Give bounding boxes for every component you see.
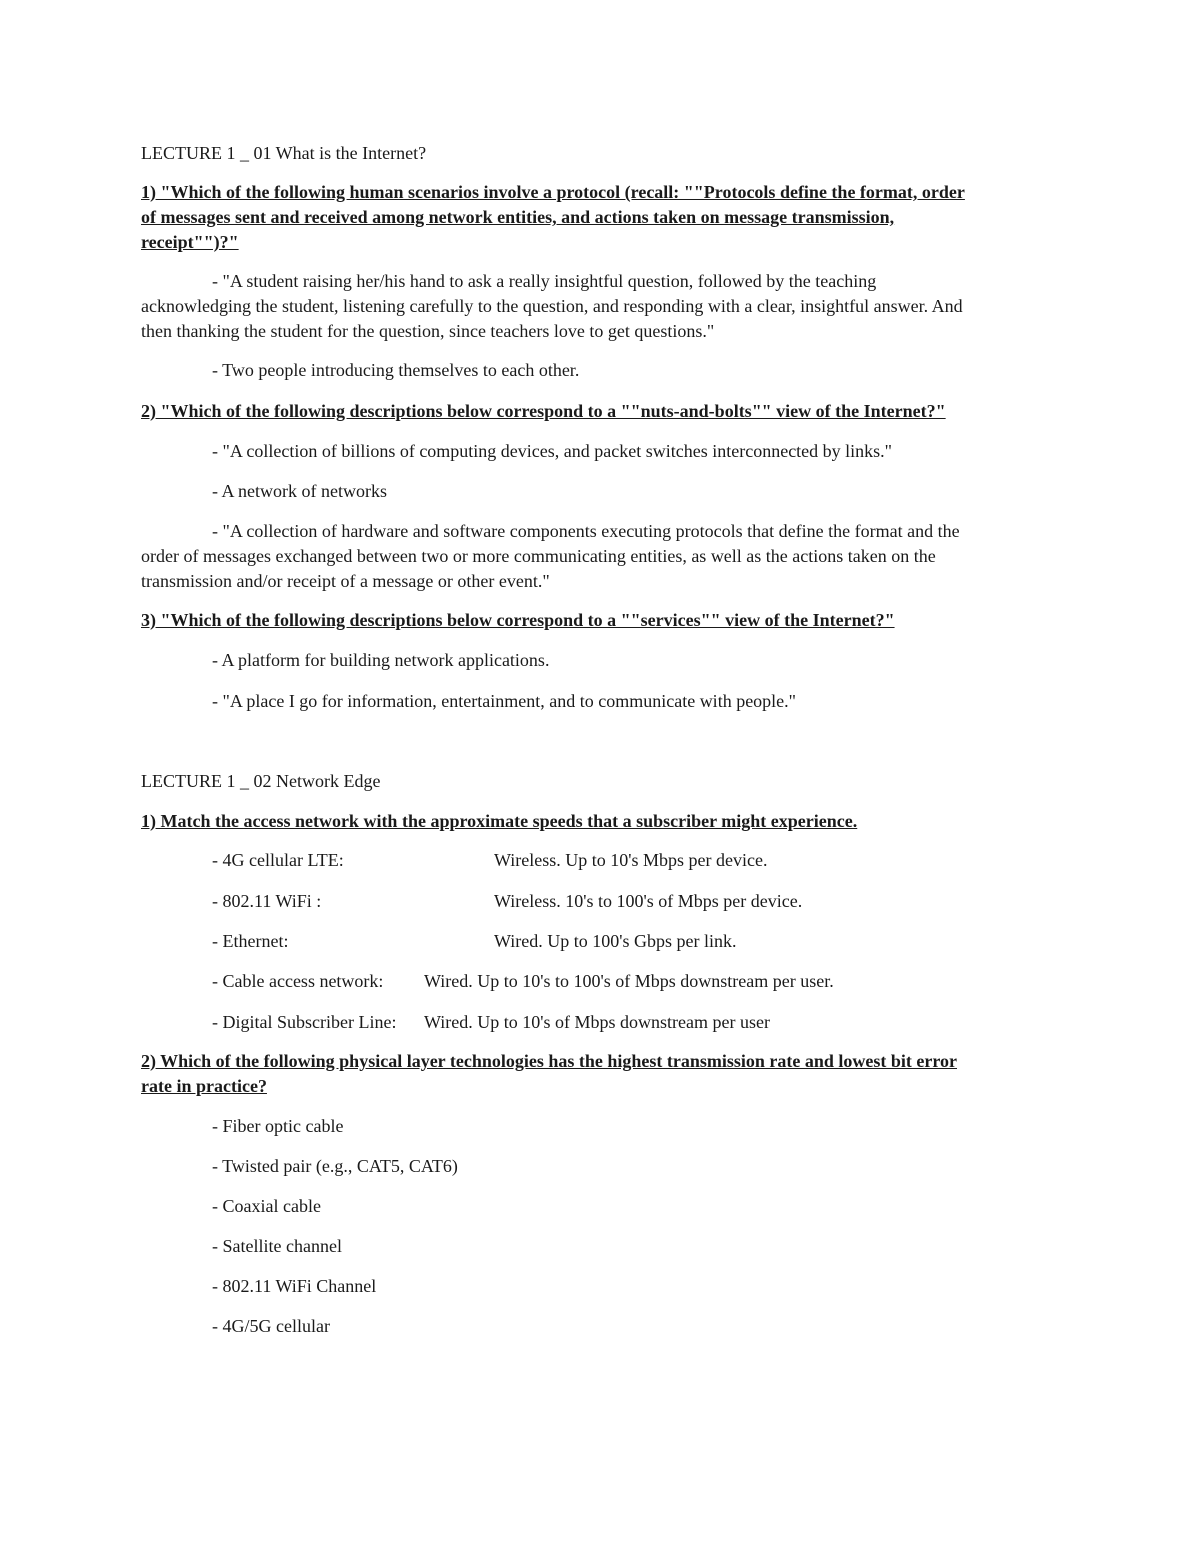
l2-q2-option: - Fiber optic cable [212,1116,344,1136]
q1-answer-1-line-2: acknowledging the student, listening carefully to the question, and responding with a clear, insightful answer. And [141,296,963,316]
access-network-speed: Wired. Up to 100's Gbps per link. [494,931,737,951]
access-network-speed: Wireless. 10's to 100's of Mbps per device. [494,891,803,911]
l2-q2-option: - 802.11 WiFi Channel [212,1276,377,1296]
lecture-2-header: LECTURE 1 _ 02 Network Edge [141,771,381,791]
q3-answer-2: - "A place I go for information, entertainment, and to communicate with people." [212,691,797,711]
access-network-name: - Digital Subscriber Line: [212,1012,397,1032]
question-1-line-3: receipt"")?" [141,232,239,252]
question-3: 3) "Which of the following descriptions below correspond to a ""services"" view of the Internet?" [141,610,895,630]
q2-answer-1: - "A collection of billions of computing devices, and packet switches interconnected by links." [212,441,893,461]
l2-question-1: 1) Match the access network with the approximate speeds that a subscriber might experience. [141,811,858,831]
access-network-name: - 4G cellular LTE: [212,850,344,870]
q3-answer-1: - A platform for building network applications. [212,650,550,670]
l2-question-2-line-1: 2) Which of the following physical layer technologies has the highest transmission rate and lowest bit error [141,1051,957,1071]
question-2: 2) "Which of the following descriptions below correspond to a ""nuts-and-bolts"" view of the Internet?" [141,401,946,421]
q1-answer-1-line-1: - "A student raising her/his hand to ask a really insightful question, followed by the teaching [212,271,877,291]
question-1-line-2: of messages sent and received among network entities, and actions taken on message transmission, [141,207,895,227]
access-network-speed: Wireless. Up to 10's Mbps per device. [494,850,768,870]
l2-q2-option: - Satellite channel [212,1236,342,1256]
access-network-name: - Ethernet: [212,931,289,951]
l2-q2-option: - Twisted pair (e.g., CAT5, CAT6) [212,1156,458,1176]
access-network-speed: Wired. Up to 10's to 100's of Mbps downstream per user. [424,971,834,991]
l2-question-2-line-2: rate in practice? [141,1076,267,1096]
q1-answer-2: - Two people introducing themselves to each other. [212,360,580,380]
question-1-line-1: 1) "Which of the following human scenarios involve a protocol (recall: ""Protocols define the format, order [141,182,965,202]
q1-answer-1-line-3: then thanking the student for the question, since teachers love to get questions." [141,321,715,341]
lecture-1-header: LECTURE 1 _ 01 What is the Internet? [141,143,427,163]
q2-answer-3-line-1: - "A collection of hardware and software components executing protocols that define the format and the [212,521,960,541]
q2-answer-3-line-2: order of messages exchanged between two or more communicating entities, as well as the actions taken on the [141,546,936,566]
l2-q2-option: - Coaxial cable [212,1196,321,1216]
access-network-speed: Wired. Up to 10's of Mbps downstream per user [424,1012,770,1032]
q2-answer-2: - A network of networks [212,481,387,501]
access-network-name: - 802.11 WiFi : [212,891,322,911]
q2-answer-3-line-3: transmission and/or receipt of a message or other event." [141,571,550,591]
l2-q2-option: - 4G/5G cellular [212,1316,330,1336]
access-network-name: - Cable access network: [212,971,384,991]
